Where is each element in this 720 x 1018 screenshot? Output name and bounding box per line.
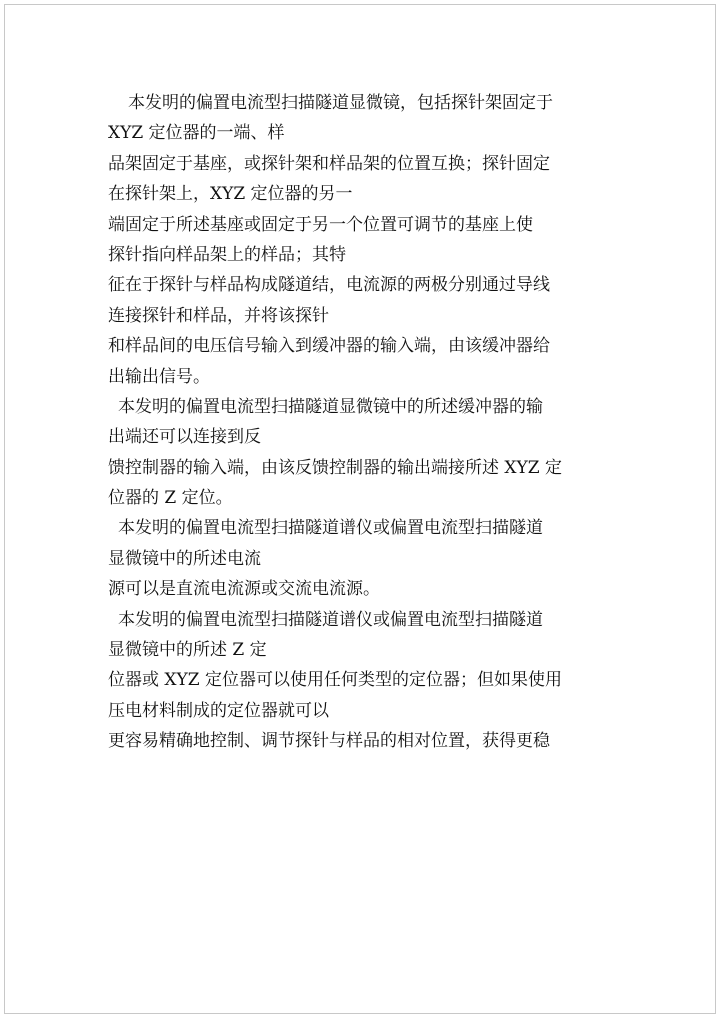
document-body [108, 88, 616, 757]
text-line: 位器的 Z 定位。 [108, 488, 233, 509]
text-line: 显微镜中的所述电流 [108, 548, 261, 569]
text-line: 压电材料制成的定位器就可以 [108, 700, 329, 721]
text-line: 本发明的偏置电流型扫描隧道显微镜，包括探针架固定于 [128, 93, 553, 113]
text-line: 和样品间的电压信号输入到缓冲器的输入端，由该缓冲器给 [108, 336, 550, 357]
text-line: 端固定于所述基座或固定于另一个位置可调节的基座上使 [108, 214, 533, 235]
text-line: 显微镜中的所述 Z 定 [108, 640, 267, 661]
text-line: 征在于探针与样品构成隧道结，电流源的两极分别通过导线 [108, 275, 550, 296]
text-line: 在探针架上，XYZ 定位器的另一 [108, 184, 353, 205]
text-line: 源可以是直流电流源或交流电流源。 [108, 579, 380, 600]
text-line: 出端还可以连接到反 [108, 427, 261, 448]
text-line: 位器或 XYZ 定位器可以使用任何类型的定位器；但如果使用 [108, 670, 562, 691]
text-line: 本发明的偏置电流型扫描隧道谱仪或偏置电流型扫描隧道 [118, 518, 543, 539]
text-line: 本发明的偏置电流型扫描隧道谱仪或偏置电流型扫描隧道 [118, 609, 543, 630]
text-line: 本发明的偏置电流型扫描隧道显微镜中的所述缓冲器的输 [118, 396, 543, 417]
text-line: 出输出信号。 [108, 366, 210, 387]
text-line: 连接探针和样品，并将该探针 [108, 305, 329, 326]
text-line: 探针指向样品架上的样品；其特 [108, 244, 346, 265]
text-line: XYZ 定位器的一端、样 [108, 123, 285, 144]
text-line: 品架固定于基座，或探针架和样品架的位置互换；探针固定 [108, 153, 550, 174]
text-line: 馈控制器的输入端，由该反馈控制器的输出端接所述 XYZ 定 [108, 457, 562, 478]
text-line: 更容易精确地控制、调节探针与样品的相对位置，获得更稳 [108, 731, 550, 752]
